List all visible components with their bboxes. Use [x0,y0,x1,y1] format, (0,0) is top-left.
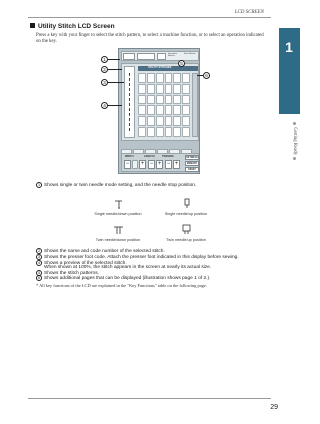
tension-label: TENSION [162,155,174,158]
legend-text: Shows additional pages that can be displayed (illustration shows page 1 of 2.). [44,276,211,281]
legend-item-1 [36,182,196,189]
legend-item-6 [36,275,210,282]
stitch-key[interactable] [173,127,181,137]
callout-3: 3 [101,79,108,86]
stitch-key[interactable] [147,127,155,137]
leader-3 [108,82,124,83]
stitch-key[interactable] [182,95,190,105]
footnote [36,283,268,288]
stitch-key[interactable] [173,95,181,105]
legend-text: Shows the presser foot code. Attach the presser foot indicated in this display before sewing. [44,255,239,260]
stitch-key[interactable] [156,127,164,137]
retrieve-button[interactable]: RETRIEVE [186,157,198,159]
stitch-category-bar [138,66,198,71]
callout-5: 5 [178,60,185,67]
leader-6 [197,75,203,76]
lcd-icon-row [121,143,199,151]
stitch-preview-line [129,73,132,131]
length-plus-button[interactable]: + [157,161,162,167]
presser-foot-display [157,53,166,60]
chapter-number: 1 [285,39,293,55]
stitch-name-display [137,53,155,60]
stitch-key[interactable] [182,105,190,115]
footnote-text: All key functions of the LCD are explained in the "Key Functions" table on the following page. [39,283,207,288]
running-head: LCD SCREEN [234,10,264,15]
callout-1: 1 [101,56,108,63]
reset-button[interactable]: RESET [185,167,199,172]
legend-number: 4 [37,261,41,265]
width-label: WIDTH [125,155,134,158]
stitch-key[interactable] [165,84,173,94]
single-down-caption: Single needle/down position [94,212,142,216]
section-intro: Press a key with your finger to select the stitch pattern, to select a machine function, or to select an operation indicated on the key. [36,33,264,44]
legend-number: 1 [37,183,41,187]
length-label: LENGTH [144,155,155,158]
stitch-key[interactable] [147,73,155,83]
stitch-key[interactable] [147,105,155,115]
legend-item-4b: When shown at 100%, the stitch appears in the screen at nearly its actual size. [44,265,212,270]
length-minus-button[interactable]: − [149,161,154,167]
stitch-key[interactable] [165,73,173,83]
callout-4: 4 [101,102,108,109]
callout-6: 6 [203,72,210,79]
width-value [132,160,138,169]
legend-text: Shows a preview of the selected stitch. [44,261,127,266]
section-heading [30,23,115,30]
stitch-key[interactable] [138,105,146,115]
single-up-caption: Single needle/up position [164,212,208,216]
twin-needle-up-icon [181,224,192,235]
stitch-key[interactable] [182,127,190,137]
stitch-key[interactable] [165,95,173,105]
stitch-key[interactable] [173,116,181,126]
stitch-pattern-grid [138,73,190,137]
legend-text: Shows the stitch patterns. [44,271,99,276]
footnote-marker: * [36,283,40,288]
lcd-control-panel [121,153,199,172]
width-plus-button[interactable]: + [140,161,145,167]
page-number: 29 [270,404,278,411]
top-rule [28,17,271,18]
stitch-key[interactable] [182,116,190,126]
bottom-rule [28,398,271,399]
section-title: Utility Stitch LCD Screen [38,23,115,30]
needle-mode-display[interactable] [123,53,135,60]
legend-text: Shows the name and code number of the selected stitch. [44,249,165,254]
stitch-key[interactable] [182,73,190,83]
stitch-key[interactable] [165,105,173,115]
leader-2 [108,69,122,70]
heading-square-icon [30,23,35,28]
callout-2: 2 [101,66,108,73]
legend-number: 5 [37,271,41,275]
stitch-key[interactable] [173,105,181,115]
stitch-key[interactable] [147,95,155,105]
legend-number: 2 [37,249,41,253]
single-needle-up-icon [181,198,192,209]
lcd-screen [118,48,200,174]
stitch-key[interactable] [173,73,181,83]
leader-1 [108,59,120,60]
tension-plus-button[interactable]: + [174,161,179,167]
lcd-top-label-2[interactable]: Satin Stitches [184,53,196,55]
twin-down-caption: Twin needle/down position [95,238,141,242]
stitch-category-label: UTILITY STITCHES [148,66,172,69]
twin-needle-down-icon [113,224,124,235]
leader-4 [108,105,122,106]
stitch-preview [124,66,135,138]
lcd-top-bar [121,51,199,61]
lcd-main-area [121,63,199,141]
stitch-key[interactable] [165,127,173,137]
legend-number: 3 [37,255,41,259]
stitch-key[interactable] [156,84,164,94]
stitch-key[interactable] [147,116,155,126]
stitch-key[interactable] [147,84,155,94]
legend-text: Shows single or twin needle mode setting, and the needle stop position. [44,183,197,188]
lcd-top-label-1[interactable]: Decorative Stitches [168,53,178,58]
stitch-key[interactable] [156,73,164,83]
stitch-key[interactable] [156,116,164,126]
stitch-key[interactable] [138,84,146,94]
stitch-key[interactable] [182,84,190,94]
width-minus-button[interactable]: − [125,161,130,167]
chapter-label-dot-icon [293,157,296,160]
stitch-key[interactable] [138,127,146,137]
chapter-label [281,118,297,164]
stitch-key[interactable] [165,116,173,126]
chapter-label-text: Getting Ready [292,127,297,155]
stitch-key[interactable] [156,95,164,105]
chapter-label-dot-icon [293,122,296,125]
single-needle-down-icon [113,198,124,209]
stitch-key[interactable] [156,105,164,115]
twin-up-caption: Twin needle/up position [166,238,206,242]
legend-number: 6 [37,276,41,280]
stitch-key[interactable] [138,116,146,126]
stitch-key[interactable] [138,95,146,105]
tension-minus-button[interactable]: − [166,161,171,167]
stitch-key[interactable] [138,73,146,83]
page-indicator[interactable] [192,73,198,137]
stitch-key[interactable] [173,84,181,94]
memory-button[interactable]: MEMORY [186,163,198,165]
